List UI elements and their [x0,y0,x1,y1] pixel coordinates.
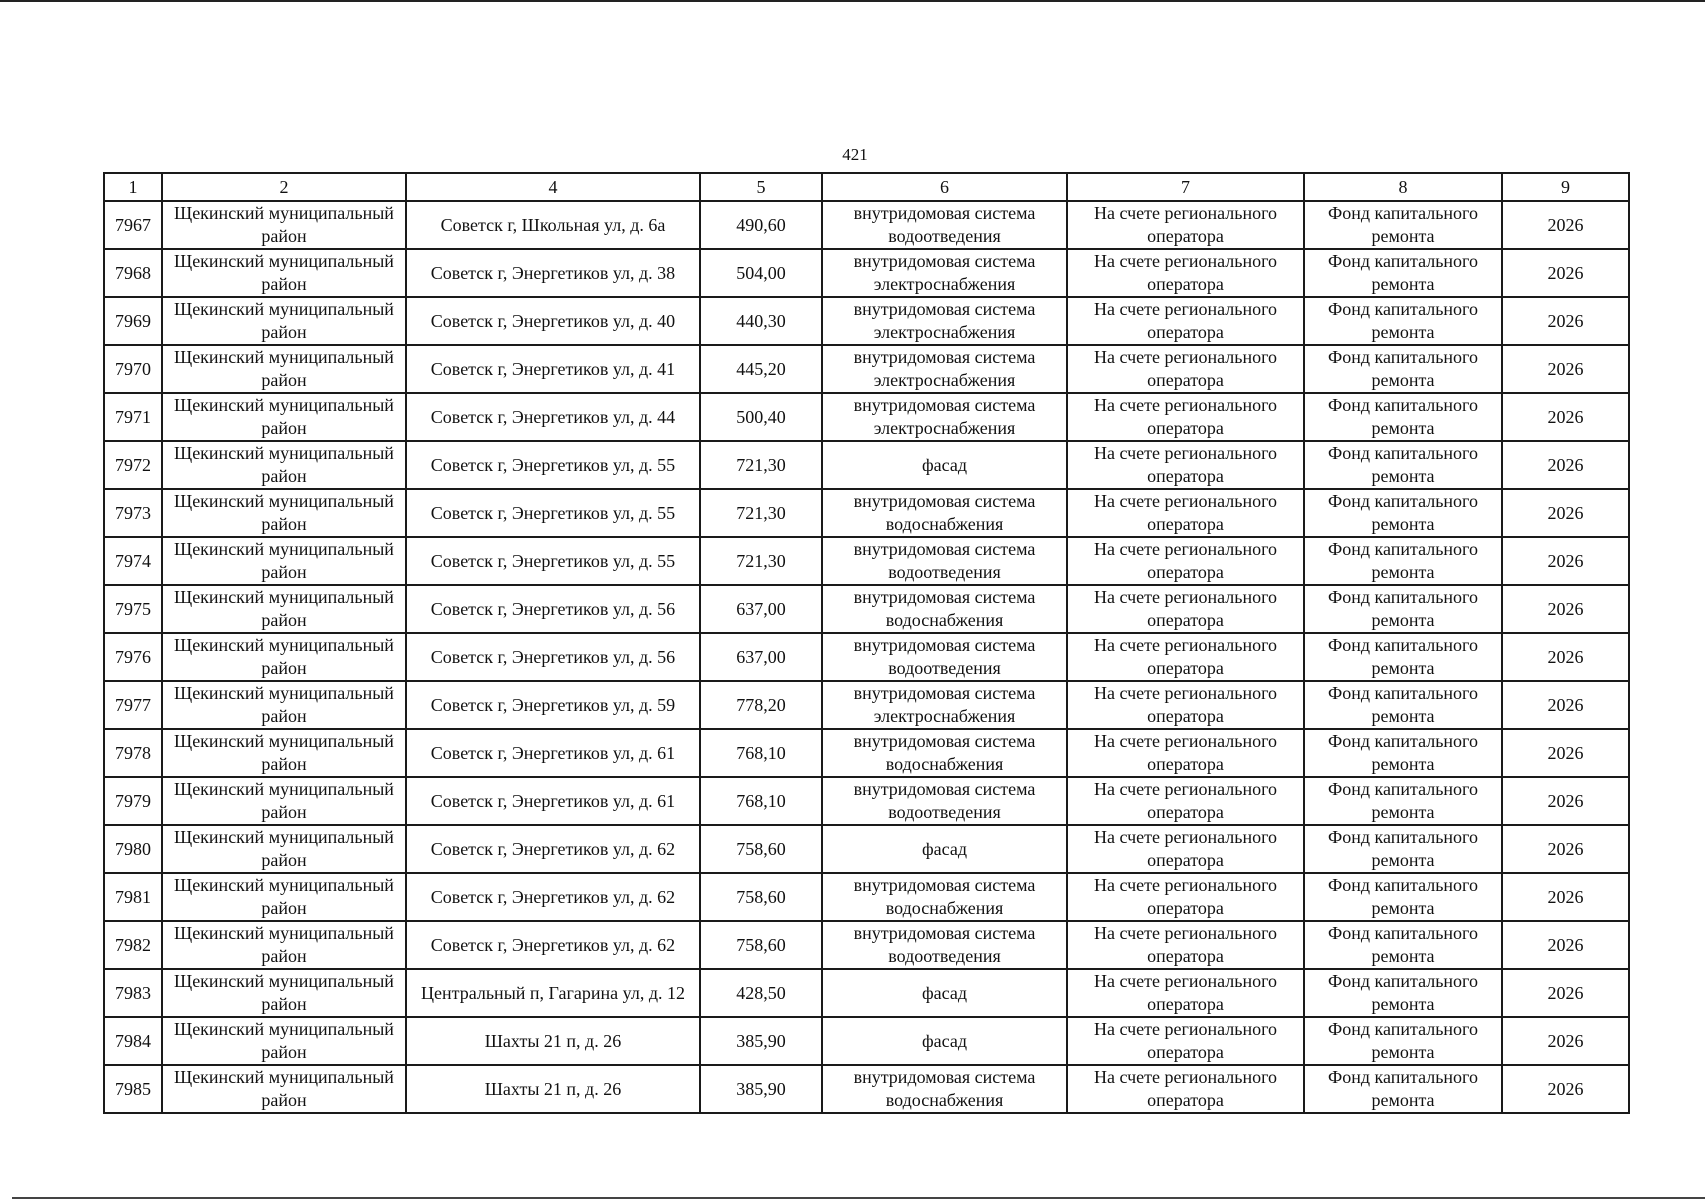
fund-account-cell: На счете регионального оператора [1067,201,1304,249]
district-cell: Щекинский муниципальный район [162,441,406,489]
year-cell: 2026 [1502,729,1629,777]
area-cell: 385,90 [700,1065,822,1113]
table-header [104,173,1629,201]
address-cell: Советск г, Энергетиков ул, д. 62 [406,921,700,969]
fund-account-cell: На счете регионального оператора [1067,345,1304,393]
row-number-cell: 7984 [104,1017,162,1065]
year-cell: 2026 [1502,201,1629,249]
row-number-cell: 7982 [104,921,162,969]
fund-account-cell: На счете регионального оператора [1067,633,1304,681]
district-cell: Щекинский муниципальный район [162,633,406,681]
fund-account-cell: На счете регионального оператора [1067,1017,1304,1065]
table-row [104,585,1629,633]
fund-account-cell: На счете регионального оператора [1067,585,1304,633]
address-cell: Советск г, Энергетиков ул, д. 44 [406,393,700,441]
fund-account-cell: На счете регионального оператора [1067,729,1304,777]
area-cell: 721,30 [700,441,822,489]
table-row [104,393,1629,441]
area-cell: 504,00 [700,249,822,297]
header-cell: 8 [1304,173,1502,201]
table-row [104,489,1629,537]
fund-account-cell: На счете регионального оператора [1067,297,1304,345]
area-cell: 385,90 [700,1017,822,1065]
work-type-cell: фасад [822,825,1067,873]
year-cell: 2026 [1502,1017,1629,1065]
row-number-cell: 7970 [104,345,162,393]
row-number-cell: 7973 [104,489,162,537]
district-cell: Щекинский муниципальный район [162,921,406,969]
year-cell: 2026 [1502,873,1629,921]
row-number-cell: 7978 [104,729,162,777]
address-cell: Советск г, Энергетиков ул, д. 62 [406,873,700,921]
work-type-cell: фасад [822,1017,1067,1065]
funding-source-cell: Фонд капитального ремонта [1304,441,1502,489]
work-type-cell: внутридомовая система электроснабжения [822,345,1067,393]
table-row [104,201,1629,249]
address-cell: Советск г, Энергетиков ул, д. 62 [406,825,700,873]
row-number-cell: 7968 [104,249,162,297]
row-number-cell: 7981 [104,873,162,921]
table-row [104,441,1629,489]
district-cell: Щекинский муниципальный район [162,393,406,441]
work-type-cell: внутридомовая система водоснабжения [822,873,1067,921]
funding-source-cell: Фонд капитального ремонта [1304,921,1502,969]
area-cell: 637,00 [700,633,822,681]
address-cell: Центральный п, Гагарина ул, д. 12 [406,969,700,1017]
table-row [104,1065,1629,1113]
work-type-cell: внутридомовая система электроснабжения [822,297,1067,345]
area-cell: 758,60 [700,873,822,921]
funding-source-cell: Фонд капитального ремонта [1304,969,1502,1017]
year-cell: 2026 [1502,921,1629,969]
row-number-cell: 7967 [104,201,162,249]
address-cell: Советск г, Энергетиков ул, д. 61 [406,729,700,777]
district-cell: Щекинский муниципальный район [162,681,406,729]
fund-account-cell: На счете регионального оператора [1067,393,1304,441]
year-cell: 2026 [1502,633,1629,681]
area-cell: 490,60 [700,201,822,249]
area-cell: 445,20 [700,345,822,393]
funding-source-cell: Фонд капитального ремонта [1304,345,1502,393]
work-type-cell: фасад [822,969,1067,1017]
area-cell: 768,10 [700,729,822,777]
address-cell: Советск г, Энергетиков ул, д. 55 [406,489,700,537]
year-cell: 2026 [1502,345,1629,393]
row-number-cell: 7977 [104,681,162,729]
address-cell: Советск г, Энергетиков ул, д. 56 [406,633,700,681]
funding-source-cell: Фонд капитального ремонта [1304,537,1502,585]
district-cell: Щекинский муниципальный район [162,585,406,633]
area-cell: 500,40 [700,393,822,441]
funding-source-cell: Фонд капитального ремонта [1304,825,1502,873]
address-cell: Шахты 21 п, д. 26 [406,1017,700,1065]
funding-source-cell: Фонд капитального ремонта [1304,681,1502,729]
table-row [104,729,1629,777]
capital-repair-table [103,172,1630,1114]
table-row [104,297,1629,345]
district-cell: Щекинский муниципальный район [162,249,406,297]
fund-account-cell: На счете регионального оператора [1067,489,1304,537]
work-type-cell: внутридомовая система водоснабжения [822,1065,1067,1113]
document-table-container [103,172,1628,1114]
fund-account-cell: На счете регионального оператора [1067,1065,1304,1113]
row-number-cell: 7983 [104,969,162,1017]
table-body [104,201,1629,1113]
fund-account-cell: На счете регионального оператора [1067,681,1304,729]
area-cell: 428,50 [700,969,822,1017]
work-type-cell: внутридомовая система водоотведения [822,777,1067,825]
area-cell: 768,10 [700,777,822,825]
address-cell: Советск г, Энергетиков ул, д. 56 [406,585,700,633]
fund-account-cell: На счете регионального оператора [1067,249,1304,297]
table-row [104,873,1629,921]
table-row [104,249,1629,297]
funding-source-cell: Фонд капитального ремонта [1304,489,1502,537]
funding-source-cell: Фонд капитального ремонта [1304,729,1502,777]
year-cell: 2026 [1502,681,1629,729]
funding-source-cell: Фонд капитального ремонта [1304,1017,1502,1065]
address-cell: Шахты 21 п, д. 26 [406,1065,700,1113]
address-cell: Советск г, Школьная ул, д. 6а [406,201,700,249]
work-type-cell: внутридомовая система электроснабжения [822,681,1067,729]
header-cell: 6 [822,173,1067,201]
year-cell: 2026 [1502,777,1629,825]
address-cell: Советск г, Энергетиков ул, д. 41 [406,345,700,393]
header-cell: 1 [104,173,162,201]
district-cell: Щекинский муниципальный район [162,489,406,537]
year-cell: 2026 [1502,969,1629,1017]
funding-source-cell: Фонд капитального ремонта [1304,393,1502,441]
district-cell: Щекинский муниципальный район [162,969,406,1017]
year-cell: 2026 [1502,825,1629,873]
row-number-cell: 7975 [104,585,162,633]
funding-source-cell: Фонд капитального ремонта [1304,297,1502,345]
table-row [104,1017,1629,1065]
header-cell: 4 [406,173,700,201]
fund-account-cell: На счете регионального оператора [1067,873,1304,921]
bottom-border-line [12,1197,1705,1199]
funding-source-cell: Фонд капитального ремонта [1304,777,1502,825]
area-cell: 440,30 [700,297,822,345]
district-cell: Щекинский муниципальный район [162,297,406,345]
top-border-line [0,0,1705,2]
year-cell: 2026 [1502,393,1629,441]
area-cell: 758,60 [700,921,822,969]
work-type-cell: внутридомовая система водоснабжения [822,729,1067,777]
table-row [104,825,1629,873]
fund-account-cell: На счете регионального оператора [1067,921,1304,969]
funding-source-cell: Фонд капитального ремонта [1304,633,1502,681]
work-type-cell: внутридомовая система водоснабжения [822,585,1067,633]
year-cell: 2026 [1502,297,1629,345]
work-type-cell: внутридомовая система электроснабжения [822,393,1067,441]
header-cell: 7 [1067,173,1304,201]
row-number-cell: 7979 [104,777,162,825]
district-cell: Щекинский муниципальный район [162,777,406,825]
table-row [104,633,1629,681]
address-cell: Советск г, Энергетиков ул, д. 61 [406,777,700,825]
district-cell: Щекинский муниципальный район [162,1065,406,1113]
row-number-cell: 7976 [104,633,162,681]
header-row [104,173,1629,201]
header-cell: 5 [700,173,822,201]
address-cell: Советск г, Энергетиков ул, д. 40 [406,297,700,345]
address-cell: Советск г, Энергетиков ул, д. 59 [406,681,700,729]
row-number-cell: 7974 [104,537,162,585]
row-number-cell: 7980 [104,825,162,873]
district-cell: Щекинский муниципальный район [162,729,406,777]
district-cell: Щекинский муниципальный район [162,537,406,585]
fund-account-cell: На счете регионального оператора [1067,537,1304,585]
district-cell: Щекинский муниципальный район [162,873,406,921]
area-cell: 721,30 [700,489,822,537]
work-type-cell: внутридомовая система водоотведения [822,201,1067,249]
header-cell: 9 [1502,173,1629,201]
year-cell: 2026 [1502,441,1629,489]
work-type-cell: внутридомовая система водоотведения [822,921,1067,969]
fund-account-cell: На счете регионального оператора [1067,825,1304,873]
work-type-cell: фасад [822,441,1067,489]
table-row [104,777,1629,825]
work-type-cell: внутридомовая система водоотведения [822,537,1067,585]
area-cell: 758,60 [700,825,822,873]
work-type-cell: внутридомовая система водоснабжения [822,489,1067,537]
district-cell: Щекинский муниципальный район [162,345,406,393]
district-cell: Щекинский муниципальный район [162,201,406,249]
row-number-cell: 7972 [104,441,162,489]
year-cell: 2026 [1502,489,1629,537]
funding-source-cell: Фонд капитального ремонта [1304,873,1502,921]
address-cell: Советск г, Энергетиков ул, д. 38 [406,249,700,297]
fund-account-cell: На счете регионального оператора [1067,777,1304,825]
table-row [104,345,1629,393]
address-cell: Советск г, Энергетиков ул, д. 55 [406,441,700,489]
funding-source-cell: Фонд капитального ремонта [1304,1065,1502,1113]
district-cell: Щекинский муниципальный район [162,825,406,873]
table-row [104,537,1629,585]
funding-source-cell: Фонд капитального ремонта [1304,201,1502,249]
table-row [104,921,1629,969]
fund-account-cell: На счете регионального оператора [1067,969,1304,1017]
year-cell: 2026 [1502,249,1629,297]
table-row [104,969,1629,1017]
page-number: 421 [842,145,868,164]
year-cell: 2026 [1502,585,1629,633]
row-number-cell: 7969 [104,297,162,345]
area-cell: 778,20 [700,681,822,729]
funding-source-cell: Фонд капитального ремонта [1304,249,1502,297]
row-number-cell: 7971 [104,393,162,441]
year-cell: 2026 [1502,537,1629,585]
address-cell: Советск г, Энергетиков ул, д. 55 [406,537,700,585]
fund-account-cell: На счете регионального оператора [1067,441,1304,489]
work-type-cell: внутридомовая система электроснабжения [822,249,1067,297]
work-type-cell: внутридомовая система водоотведения [822,633,1067,681]
table-row [104,681,1629,729]
district-cell: Щекинский муниципальный район [162,1017,406,1065]
header-cell: 2 [162,173,406,201]
area-cell: 721,30 [700,537,822,585]
funding-source-cell: Фонд капитального ремонта [1304,585,1502,633]
area-cell: 637,00 [700,585,822,633]
year-cell: 2026 [1502,1065,1629,1113]
row-number-cell: 7985 [104,1065,162,1113]
